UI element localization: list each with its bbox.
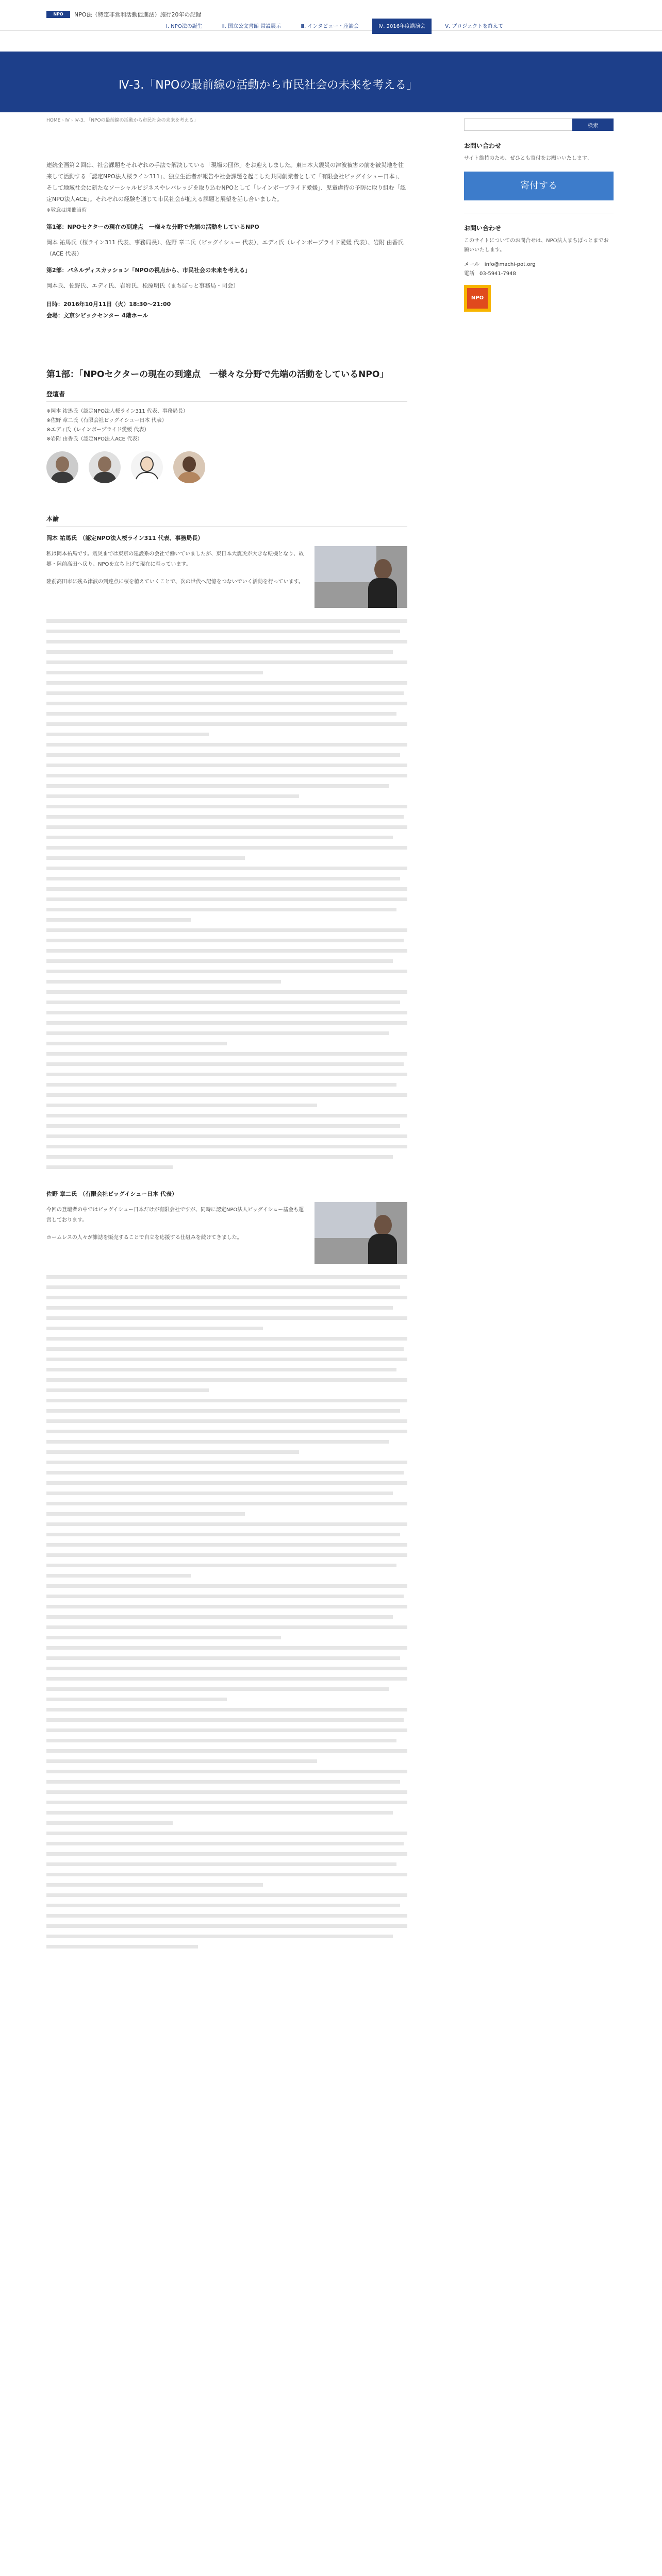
speaker-photo-3 — [131, 451, 163, 483]
speakers-heading: 登壇者 — [46, 389, 407, 402]
honbun-heading: 本論 — [46, 514, 407, 527]
npo-badge-text: NPO — [467, 288, 488, 309]
body-text-block-1 — [46, 619, 407, 1169]
intro-note: ※敬意は開催当時 — [46, 208, 87, 213]
top-header — [0, 0, 662, 31]
breadcrumb: HOME › Ⅳ › Ⅳ-3. 「NPOの最前線の活動から市民社会の未来を考える」 — [46, 118, 198, 123]
breadcrumb-current: Ⅳ-3. 「NPOの最前線の活動から市民社会の未来を考える」 — [74, 118, 198, 123]
nav-item-3[interactable]: Ⅲ. インタビュー・座談会 — [301, 24, 359, 29]
contact-heading: お問い合わせ — [464, 225, 502, 232]
speaker-line-3: ※エディ氏（レインボープライド愛媛 代表） — [46, 427, 150, 433]
nav-item-4[interactable]: Ⅳ. 2016年度講演会 — [372, 19, 432, 34]
speaker2-name: 佐野 章二氏 （有限会社ビッグイシュー日本 代表） — [46, 1191, 177, 1197]
main-nav — [160, 19, 509, 34]
nav-item-5[interactable]: Ⅴ. プロジェクトを終えて — [445, 24, 504, 29]
speaker-line-2: ※佐野 章二氏（有限会社ビッグイシュー日本 代表） — [46, 418, 167, 423]
page-title: Ⅳ-3.「NPOの最前線の活動から市民社会の未来を考える」 — [119, 79, 418, 92]
sidebar — [464, 118, 614, 312]
search-row — [464, 118, 614, 131]
logo-mark: NPO — [46, 11, 70, 18]
speaker-photo-2 — [89, 451, 121, 483]
page-banner — [0, 52, 662, 112]
contact-text: このサイトについてのお問合せは、NPO法人まちぽっとまでお願いいたします。 — [464, 238, 609, 253]
intro-paragraph: 連続企画第２回は、社会課題をそれぞれの手法で解決している「現場の団体」をお迎えしました。東日本大震災の津波被害の前を被災地を往来して活動する「認定NPO法人桜ライン311」、独立生活者が報告や社会課題を起こした共同創業者として「有限会社ビッグイシュー日本」、そして地域社会に新たなソーシャルビジネスやレバレッジを取り込むNPOとして「レインボーブライド愛媛」、児童虐待の予防に取り組む「認定NPO法人ACE」。それぞれの経験を通じて市民社会が抱える課題と展望を話し合いました。 — [46, 162, 406, 202]
nav-item-1[interactable]: Ⅰ. NPO法の誕生 — [166, 24, 203, 29]
intro — [46, 160, 407, 216]
logo-text: NPO法（特定非営利活動促進法）施行20年の記録 — [74, 11, 202, 18]
program-date: 日時：2016年10月11日（火）18:30〜21:00 — [46, 301, 171, 308]
speaker1-name: 岡本 祐馬氏 （認定NPO法人桜ライン311 代表、事務局長） — [46, 535, 204, 541]
about-text: サイト維持のため、ぜひとも寄付をお願いいたします。 — [464, 156, 592, 161]
search-button[interactable]: 検索 — [572, 118, 614, 131]
speaker-line-4: ※岩附 由香氏（認定NPO法人ACE 代表） — [46, 436, 143, 442]
search-input[interactable] — [464, 118, 572, 131]
contact-email[interactable]: メール info@machi-pot.org — [464, 262, 536, 267]
speaker-line-1: ※岡本 祐馬氏（認定NPO法人桜ライン311 代表、事務局長） — [46, 409, 188, 414]
speaker2-para2: ホームレスの人々が雑誌を販売することで自立を応援する仕組みを続けてきました。 — [46, 1235, 242, 1241]
npo-badge-image[interactable] — [464, 285, 491, 312]
speaker-photos — [46, 451, 407, 483]
nav-item-2[interactable]: Ⅱ. 国立公文書館 常設展示 — [222, 24, 282, 29]
site-logo[interactable] — [46, 10, 202, 19]
speaker1-para1: 私は岡本祐馬です。震災までは東京の建設系の会社で働いていましたが、東日本大震災が大きな転機となり、故郷・陸前高田へ戻り、NPOを立ち上げて現在に至っています。 — [46, 551, 304, 567]
program-speakers: 岡本 祐馬氏（桜ライン311 代表、事務局長）、佐野 章二氏（ビッグイシュー 代表）、エディ氏（レインボープライド愛媛 代表）、岩附 由香氏（ACE 代表） — [46, 239, 404, 257]
speaker-photo-1 — [46, 451, 78, 483]
breadcrumb-section[interactable]: Ⅳ — [65, 118, 70, 123]
program-part2: 第2部：パネルディスカッション「NPOの視点から、市民社会の未来を考える」 — [46, 267, 251, 274]
program-venue: 会場：文京シビックセンター 4階ホール — [46, 312, 148, 319]
program-part1: 第1部：NPOセクターの現在の到達点 一様々な分野で先端の活動をしているNPO — [46, 224, 259, 230]
speaker2-lecture-photo — [315, 1202, 407, 1264]
about-heading: お問い合わせ — [464, 142, 502, 149]
main-content — [46, 129, 407, 1955]
donate-button[interactable]: 寄付する — [464, 172, 614, 200]
contact-tel: 電話 03-5941-7948 — [464, 271, 516, 277]
program-part2-speakers: 岡本氏、佐野氏、エディ氏、岩附氏、松原明氏（まちぽっと事務局・司会） — [46, 282, 239, 289]
speaker1-para2: 陸前高田市に残る津波の到達点に桜を植えていくことで、次の世代へ記憶をつないでいく活動を行っています。 — [46, 579, 304, 585]
body-text-block-2 — [46, 1275, 407, 1948]
speaker-photo-4 — [173, 451, 205, 483]
speaker1-lecture-photo — [315, 546, 407, 608]
speakers-list — [46, 407, 407, 444]
speaker2-para1: 今回の登壇者の中ではビッグイシュー日本だけが有限会社ですが、同時に認定NPO法人ビッグイシュー基金も運営しております。 — [46, 1207, 304, 1223]
section-title: 第1部：「NPOセクターの現在の到達点 一様々な分野で先端の活動をしているNPO」 — [46, 369, 389, 380]
breadcrumb-home[interactable]: HOME — [46, 118, 61, 123]
